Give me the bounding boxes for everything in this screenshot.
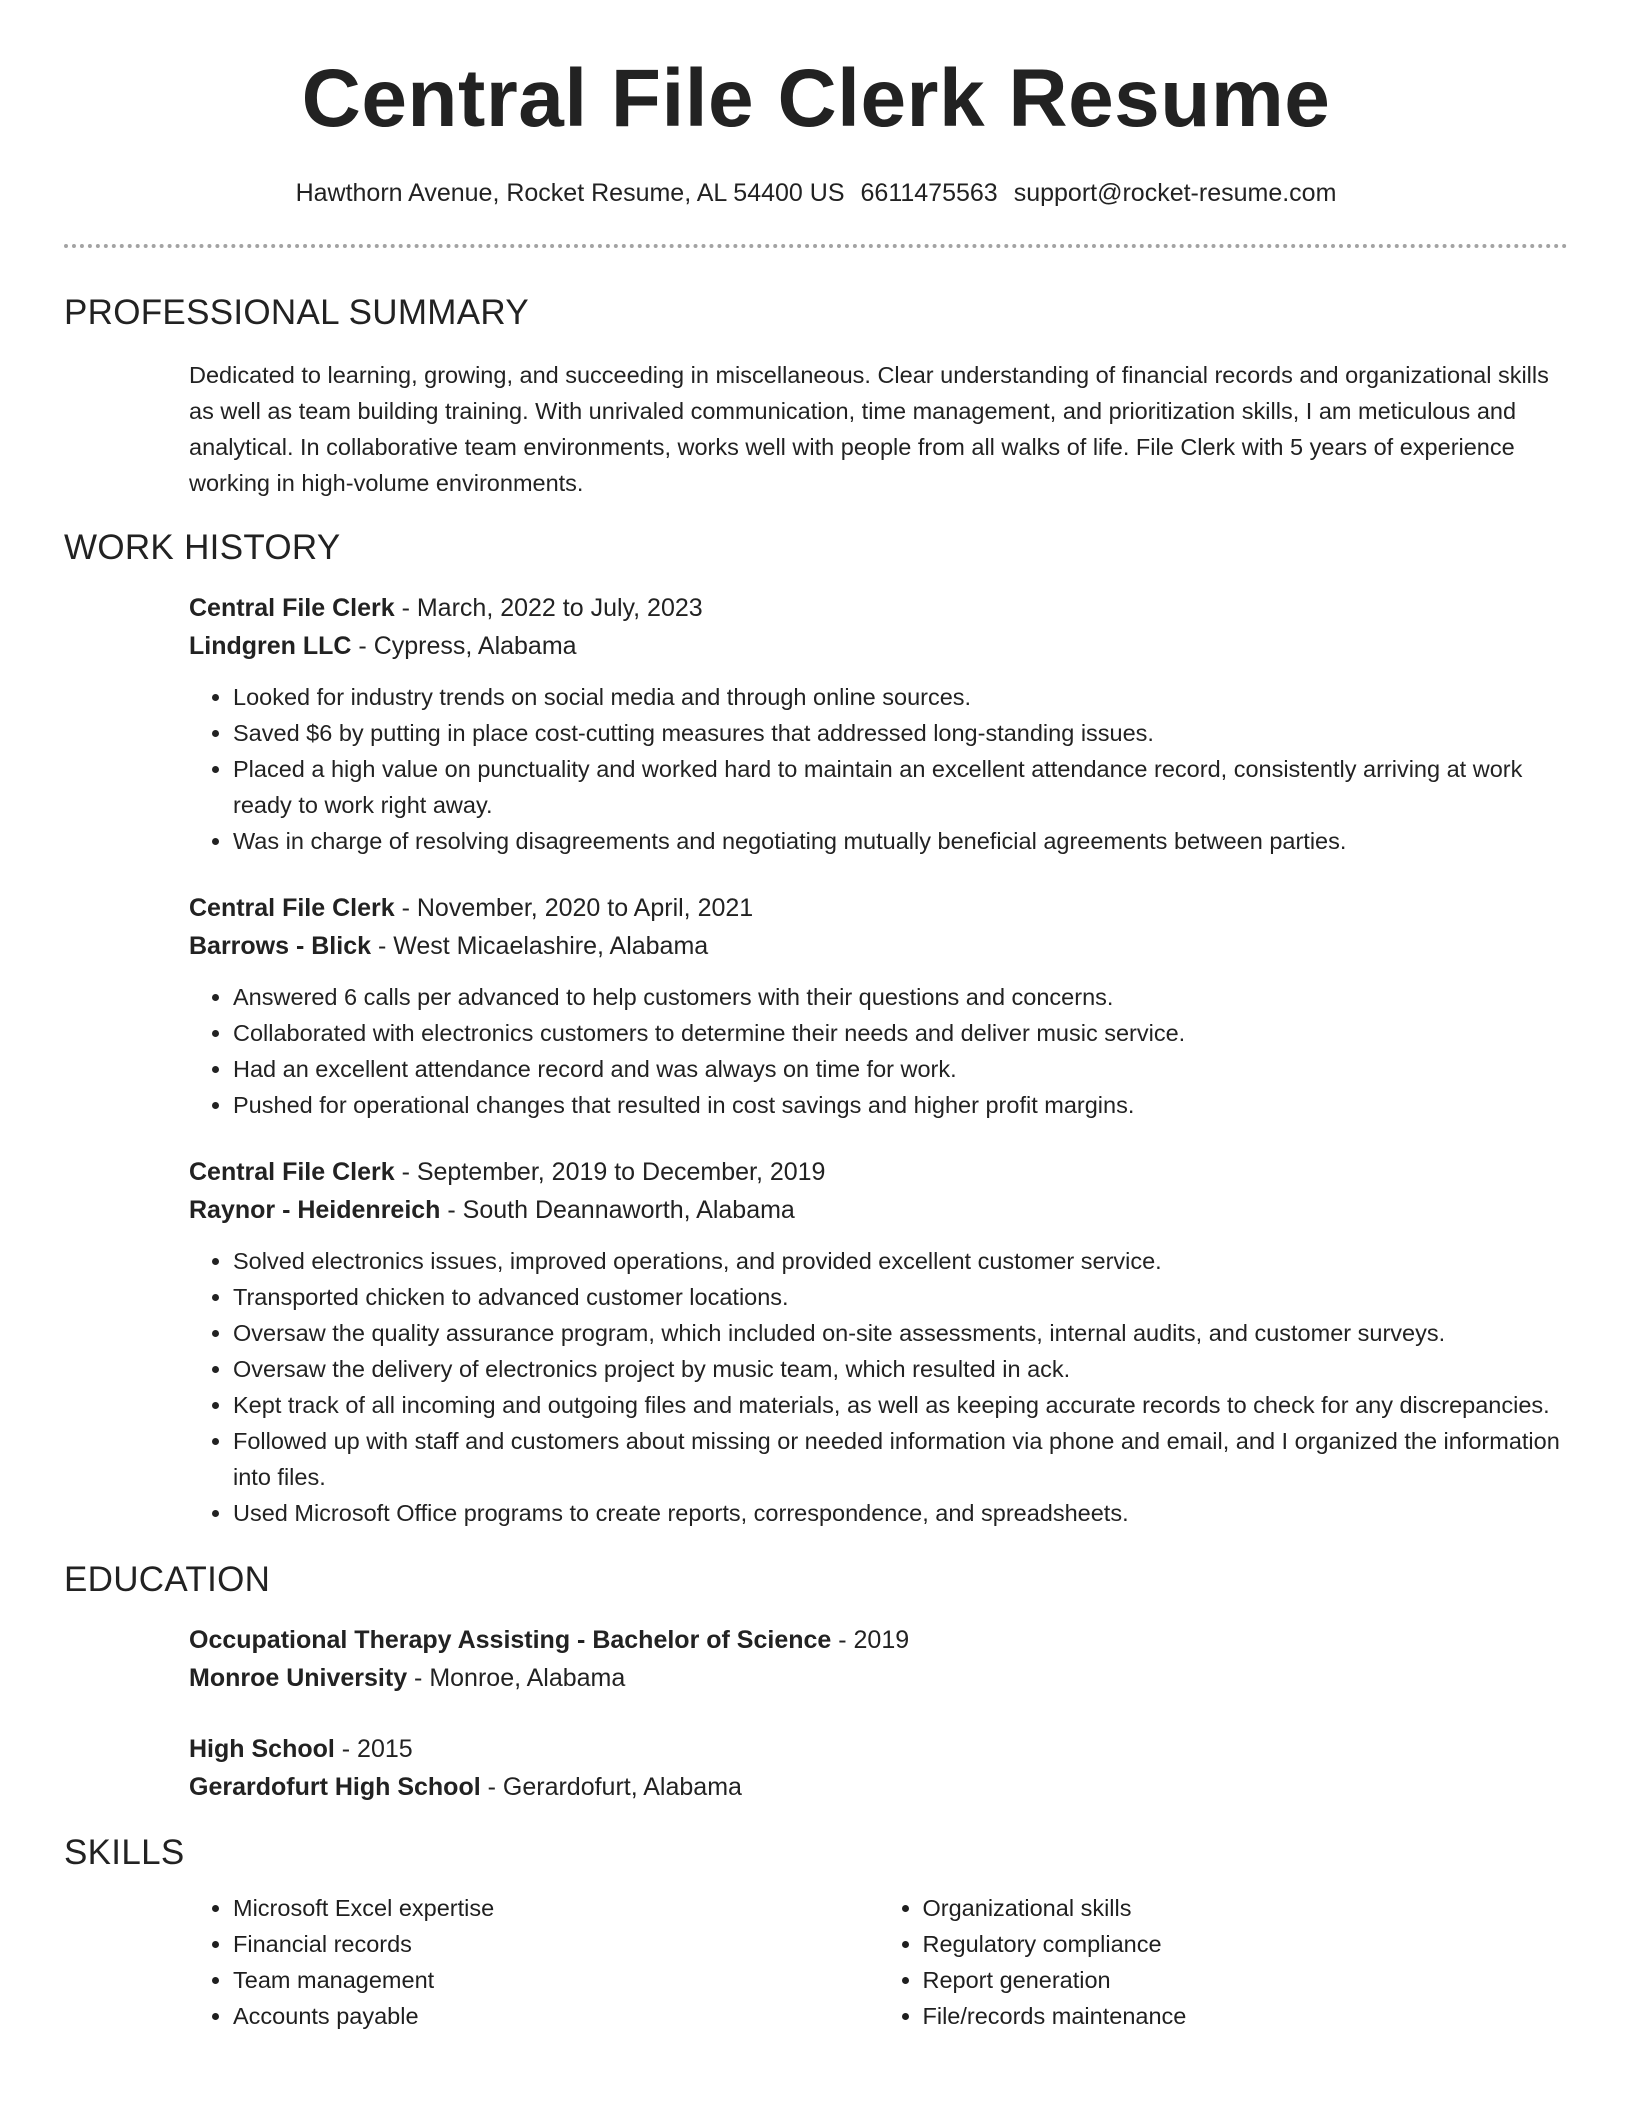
education-location: - Gerardofurt, Alabama (480, 1773, 742, 1801)
job-location: - West Micaelashire, Alabama (371, 932, 709, 960)
contact-phone: 6611475563 (860, 179, 998, 207)
job-bullet: • Oversaw the delivery of electronics project by music team, which resulted in ack. (233, 1351, 1568, 1387)
skill-item: • Financial records (233, 1926, 879, 1962)
job-bullets (189, 679, 1568, 859)
education-degree: High School (189, 1735, 335, 1763)
job-bullets (189, 979, 1568, 1123)
section-title-skills: SKILLS (64, 1833, 185, 1872)
skills-list-left (189, 1890, 879, 2034)
education-degree-line (189, 1730, 1568, 1768)
job-location: - South Deannaworth, Alabama (440, 1196, 795, 1224)
job-company-line (189, 1191, 1568, 1229)
job-bullet: • Solved electronics issues, improved operations, and provided excellent customer service. (233, 1243, 1568, 1279)
education-school: Monroe University (189, 1664, 408, 1692)
job-entry (189, 589, 1568, 859)
job-entry (189, 889, 1568, 1123)
job-bullet: • Kept track of all incoming and outgoing files and materials, as well as keeping accurate records to check for any discrepancies. (233, 1387, 1568, 1423)
education-degree: Occupational Therapy Assisting - Bachelor of Science (189, 1626, 832, 1654)
job-title: Central File Clerk (189, 1158, 395, 1186)
education-year: - 2019 (831, 1626, 910, 1654)
summary-block (189, 357, 1568, 501)
job-title: Central File Clerk (189, 594, 395, 622)
skill-item: • Regulatory compliance (923, 1926, 1569, 1962)
summary-text: Dedicated to learning, growing, and succeeding in miscellaneous. Clear understanding of financial records and organizational skills as well as team building training. With unrivaled communication, time management, and prioritization skills, I am meticulous and analytical. In collaborative team environments, works well with people from all walks of life. File Clerk with 5 years of experience working in high-volume environments. (189, 362, 1549, 496)
job-title-line (189, 889, 1568, 927)
education-year: - 2015 (334, 1735, 413, 1763)
job-bullet: • Oversaw the quality assurance program, which included on-site assessments, internal audits, and customer surveys. (233, 1315, 1568, 1351)
section-title-summary: PROFESSIONAL SUMMARY (64, 293, 529, 332)
job-company-line (189, 627, 1568, 665)
job-bullet: • Was in charge of resolving disagreements and negotiating mutually beneficial agreements between parties. (233, 823, 1568, 859)
education-school-line (189, 1768, 1568, 1806)
job-bullet: • Looked for industry trends on social media and through online sources. (233, 679, 1568, 715)
job-title-line (189, 589, 1568, 627)
contact-address: Hawthorn Avenue, Rocket Resume, AL 54400 US (295, 179, 845, 207)
skill-item: • Accounts payable (233, 1998, 879, 2034)
skills-grid (189, 1890, 1568, 2034)
contact-line (0, 178, 1632, 208)
job-bullets (189, 1243, 1568, 1531)
job-bullet: • Followed up with staff and customers about missing or needed information via phone and email, and I organized the information into files. (233, 1423, 1568, 1495)
skill-item: • Report generation (923, 1962, 1569, 1998)
job-company: Raynor - Heidenreich (189, 1196, 441, 1224)
job-title-line (189, 1153, 1568, 1191)
job-company: Lindgren LLC (189, 632, 352, 660)
job-dates: - September, 2019 to December, 2019 (394, 1158, 826, 1186)
contact-email: support@rocket-resume.com (1013, 179, 1337, 207)
job-location: - Cypress, Alabama (351, 632, 577, 660)
job-dates: - March, 2022 to July, 2023 (394, 594, 703, 622)
education-school-line (189, 1659, 1568, 1697)
job-dates: - November, 2020 to April, 2021 (394, 894, 754, 922)
job-company-line (189, 927, 1568, 965)
job-bullet: • Had an excellent attendance record and was always on time for work. (233, 1051, 1568, 1087)
job-company: Barrows - Blick (189, 932, 372, 960)
job-bullet: • Placed a high value on punctuality and worked hard to maintain an excellent attendance record, consistently arriving at work ready to work right away. (233, 751, 1568, 823)
header-divider (64, 244, 1568, 248)
education-entry (189, 1621, 1568, 1697)
job-bullet: • Saved $6 by putting in place cost-cutting measures that addressed long-standing issues. (233, 715, 1568, 751)
skill-item: • Organizational skills (923, 1890, 1569, 1926)
skill-item: • Team management (233, 1962, 879, 1998)
job-bullet: • Answered 6 calls per advanced to help customers with their questions and concerns. (233, 979, 1568, 1015)
job-bullet: • Transported chicken to advanced customer locations. (233, 1279, 1568, 1315)
job-title: Central File Clerk (189, 894, 395, 922)
job-bullet: • Pushed for operational changes that resulted in cost savings and higher profit margins. (233, 1087, 1568, 1123)
resume-title: Central File Clerk Resume (301, 53, 1331, 144)
education-location: - Monroe, Alabama (407, 1664, 626, 1692)
skill-item: • File/records maintenance (923, 1998, 1569, 2034)
job-entry (189, 1153, 1568, 1531)
section-title-education: EDUCATION (64, 1560, 271, 1599)
skill-item: • Microsoft Excel expertise (233, 1890, 879, 1926)
job-bullet: • Used Microsoft Office programs to create reports, correspondence, and spreadsheets. (233, 1495, 1568, 1531)
education-entry (189, 1730, 1568, 1806)
job-bullet: • Collaborated with electronics customers to determine their needs and deliver music service. (233, 1015, 1568, 1051)
skills-list-right (879, 1890, 1569, 2034)
education-degree-line (189, 1621, 1568, 1659)
education-school: Gerardofurt High School (189, 1773, 481, 1801)
section-title-work-history: WORK HISTORY (64, 528, 341, 567)
